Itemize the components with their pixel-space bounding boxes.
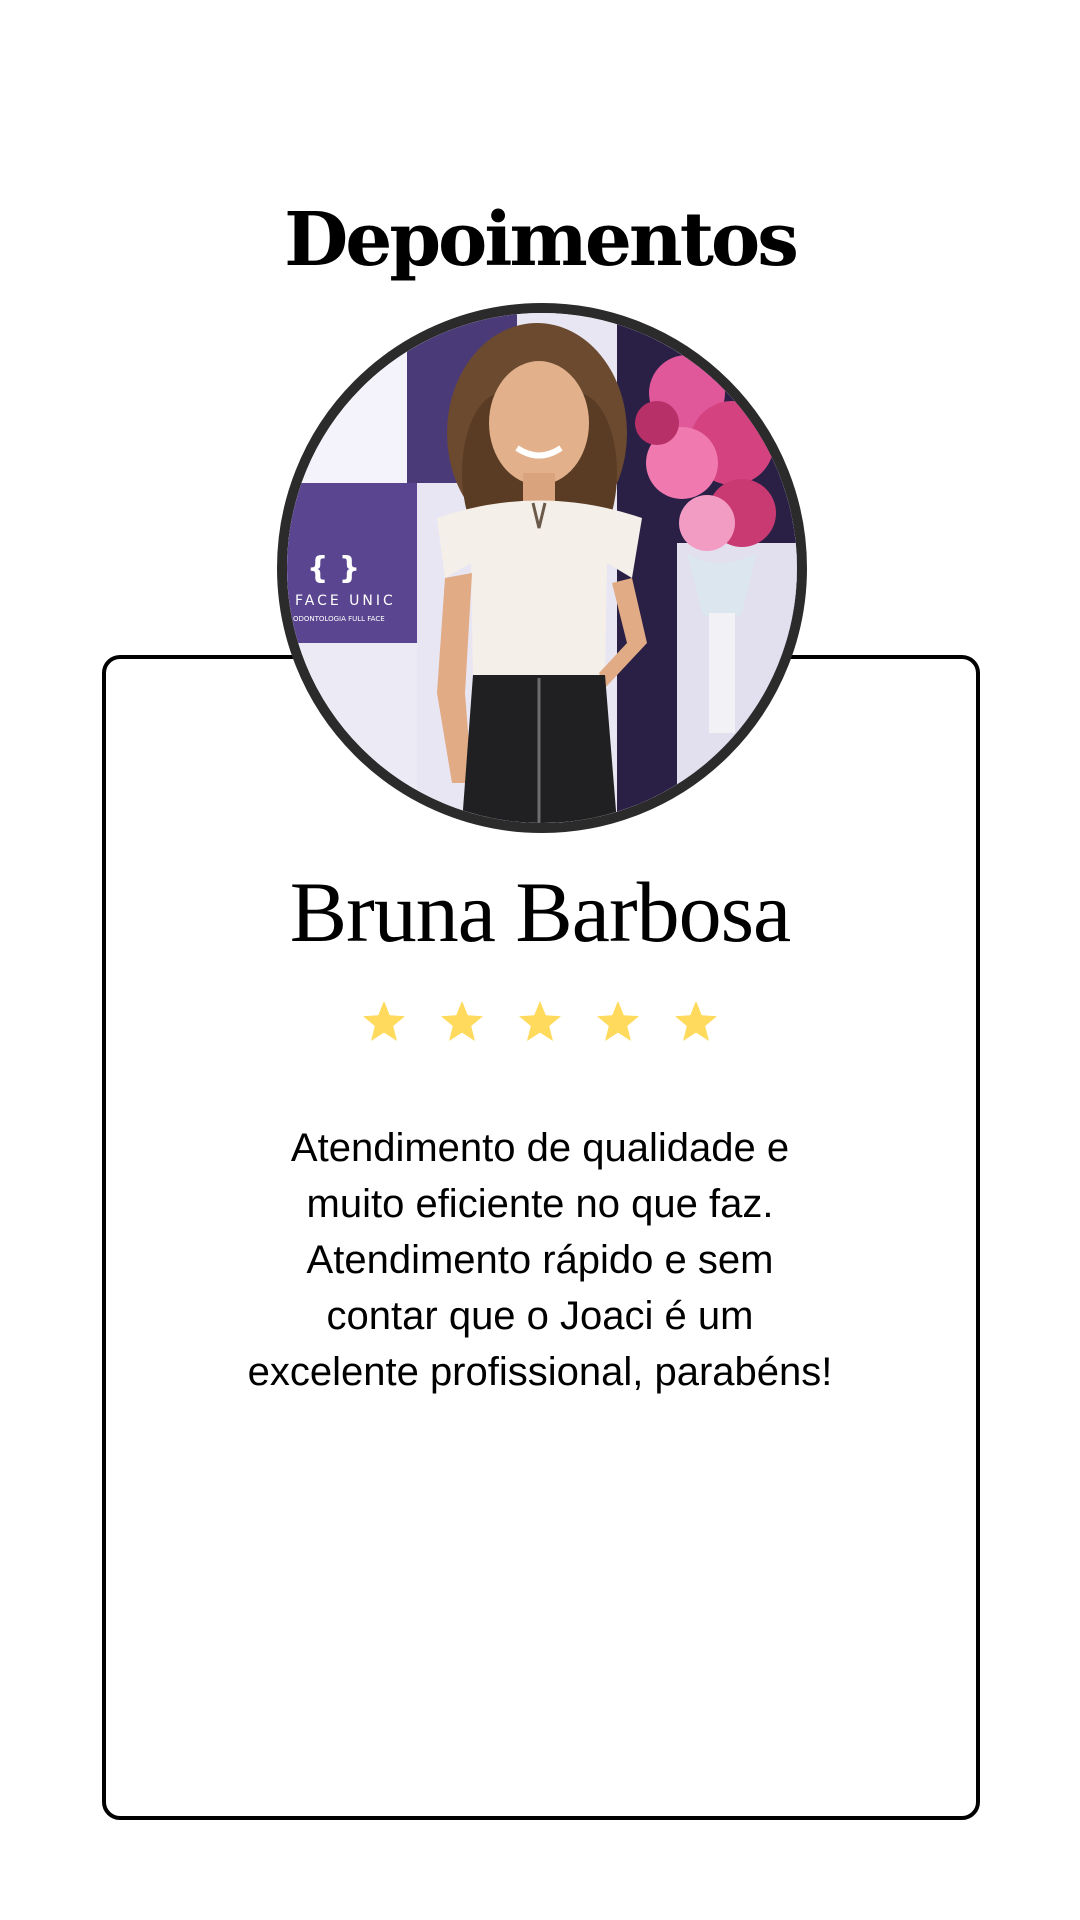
star-icon bbox=[594, 998, 642, 1046]
star-icon bbox=[672, 998, 720, 1046]
reviewer-avatar bbox=[277, 303, 807, 833]
review-line: Atendimento de qualidade e bbox=[290, 1126, 790, 1170]
review-line: excelente profissional, parabéns! bbox=[247, 1350, 833, 1394]
review-line: contar que o Joaci é um bbox=[326, 1294, 754, 1338]
star-rating bbox=[0, 998, 1080, 1046]
page-title: Depoimentos bbox=[284, 196, 796, 283]
svg-text:ODONTOLOGIA FULL FACE: ODONTOLOGIA FULL FACE bbox=[293, 615, 385, 623]
review-line: muito eficiente no que faz. bbox=[306, 1182, 774, 1226]
svg-text:FACE UNIC: FACE UNIC bbox=[295, 593, 396, 609]
review-text bbox=[190, 1120, 890, 1400]
review-line: Atendimento rápido e sem bbox=[306, 1238, 774, 1282]
reviewer-name: Bruna Barbosa bbox=[289, 864, 791, 960]
star-icon bbox=[360, 998, 408, 1046]
person-photo-icon bbox=[287, 313, 797, 823]
star-icon bbox=[438, 998, 486, 1046]
svg-text:{ }: { } bbox=[307, 551, 361, 586]
star-icon bbox=[516, 998, 564, 1046]
